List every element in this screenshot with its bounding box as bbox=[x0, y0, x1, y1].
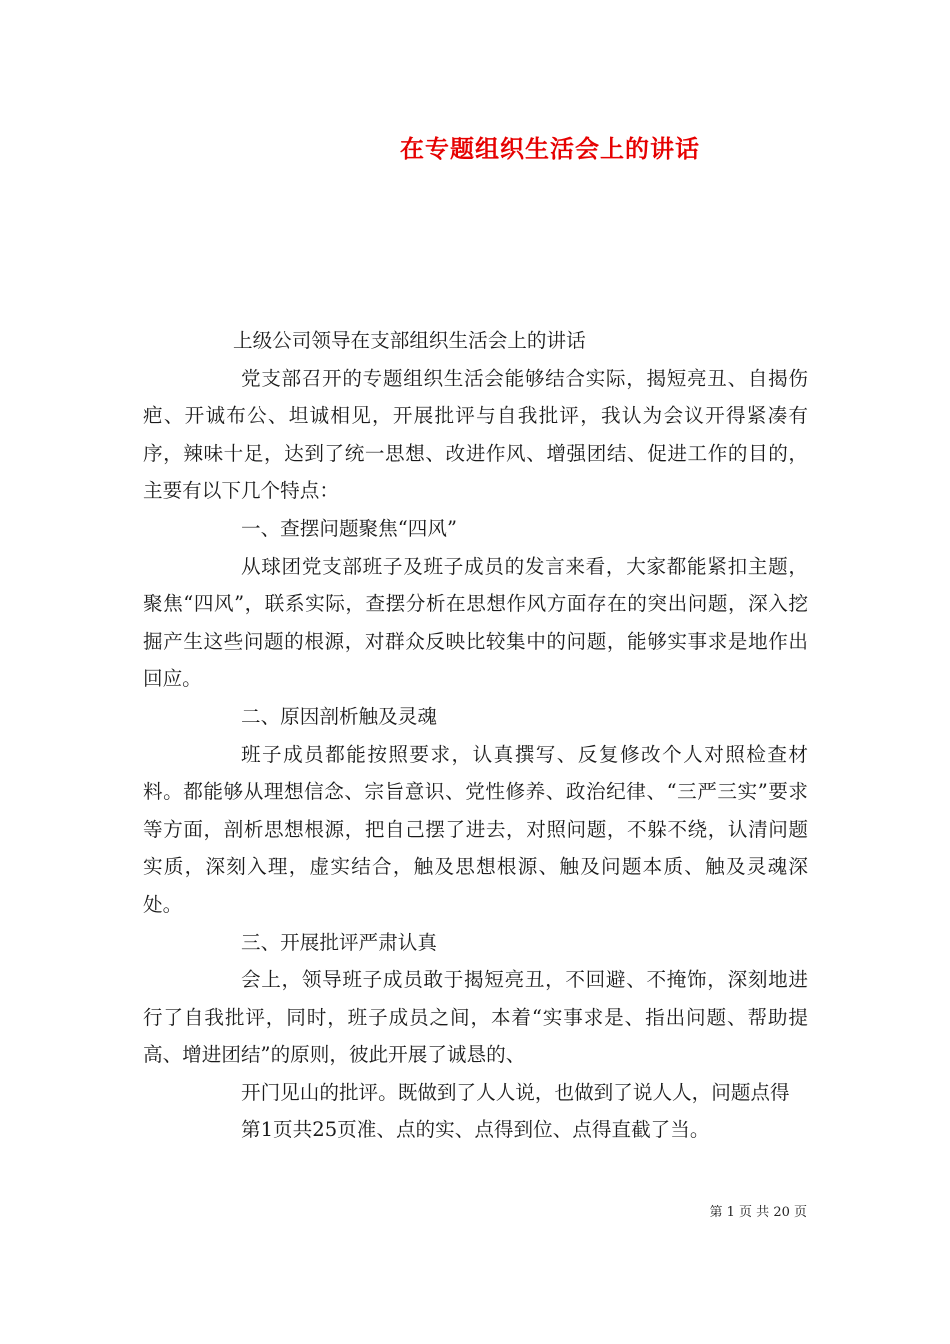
section-heading-3: 三、开展批评严肃认真 bbox=[241, 930, 437, 954]
body-paragraph: 第1页共25页准、点的实、点得到位、点得直截了当。 bbox=[241, 1118, 710, 1142]
body-paragraph: 从球团党支部班子及班子成员的发言来看，大家都能紧扣主题，聚焦“四风”，联系实际，查摆分析在思想作风方面存在的突出问题，深入挖掘产生这些问题的根源，对群众反映比较集中的问题，能够实事求是地作出回应。 bbox=[143, 554, 808, 691]
document-body bbox=[143, 322, 808, 1149]
body-paragraph: 党支部召开的专题组织生活会能够结合实际，揭短亮丑、自揭伤疤、开诚布公、坦诚相见，开展批评与自我批评，我认为会议开得紧凑有序，辣味十足，达到了统一思想、改进作风、增强团结、促进工作的目的，主要有以下几个特点： bbox=[143, 366, 808, 503]
body-paragraph: 会上，领导班子成员敢于揭短亮丑，不回避、不掩饰，深刻地进行了自我批评，同时，班子成员之间，本着“实事求是、指出问题、帮助提高、增进团结”的原则，彼此开展了诚恳的、 bbox=[143, 968, 808, 1067]
body-paragraph: 班子成员都能按照要求，认真撰写、反复修改个人对照检查材料。都能够从理想信念、宗旨意识、党性修养、政治纪律、“三严三实”要求等方面，剖析思想根源，把自己摆了进去，对照问题，不躲不绕，认清问题实质，深刻入理，虚实结合，触及思想根源、触及问题本质、触及灵魂深处。 bbox=[143, 742, 808, 916]
subtitle-paragraph: 上级公司领导在支部组织生活会上的讲话 bbox=[233, 329, 586, 352]
document-title: 在专题组织生活会上的讲话 bbox=[400, 134, 700, 163]
page-number-footer: 第 1 页 共 20 页 bbox=[709, 1205, 807, 1220]
section-heading-2: 二、原因剖析触及灵魂 bbox=[241, 704, 437, 728]
section-heading-1: 一、查摆问题聚焦“四风” bbox=[241, 516, 457, 540]
body-paragraph: 开门见山的批评。既做到了人人说，也做到了说人人，问题点得 bbox=[241, 1080, 790, 1104]
